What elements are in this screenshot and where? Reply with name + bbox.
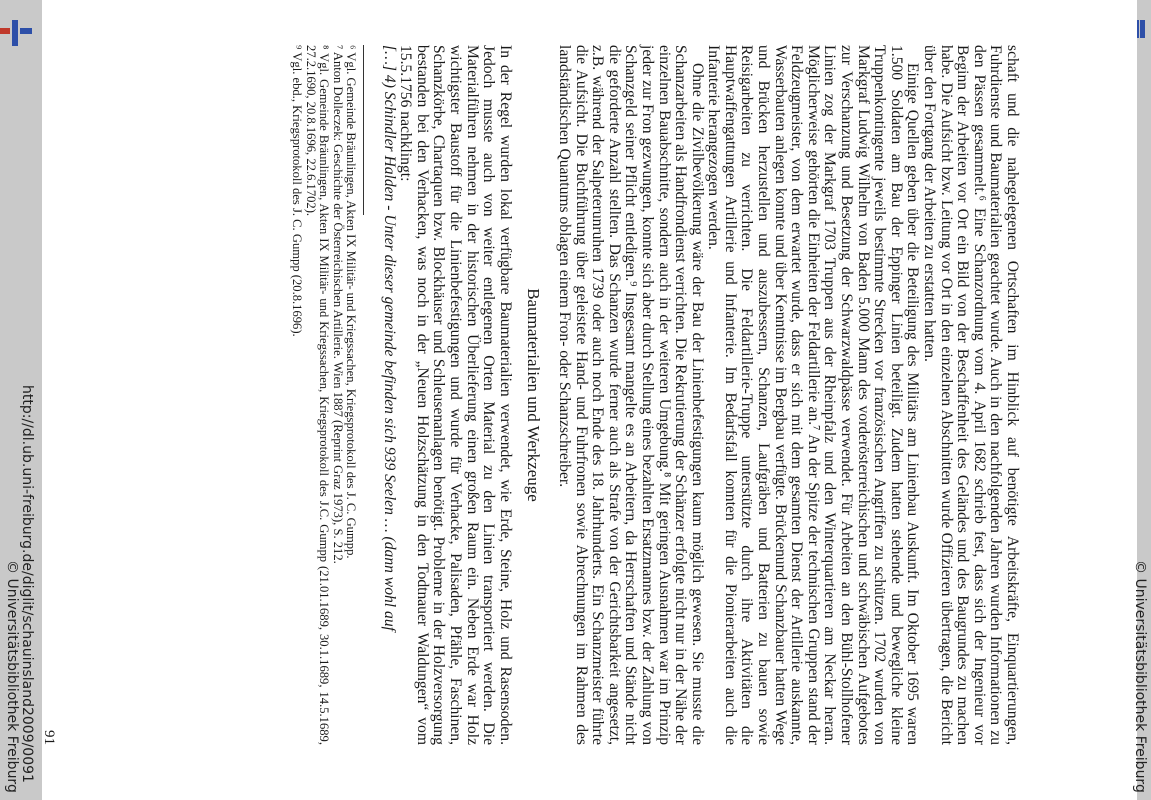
paragraph-quote: […] 4) Schindler Halden - Unter dieser gemeinde befinden sich 939 Seelen … (dann wohl auf xyxy=(380,45,398,631)
footnote: ⁷ Anton Dolleczek: Geschichte der Österreichischen Artillerie. Wien 1887 (Reprint Graz 1973), S. 212. xyxy=(330,45,345,564)
page-number: 91 xyxy=(40,730,57,745)
footnote: ⁹ Vgl. ebd., Kriegsprotokoll des J. C. Gumpp (20.8.1696). xyxy=(290,45,305,337)
paragraph: In der Regel wurden lokal verfügbare Baumaterialien verwendet, wie Erde, Steine, Holz und Rasensoden. Jedoch musste auch von weiter entlegenen Orten Material zu den Linien transportiert werden. Die Materialführen nehmen in der historischen Überlieferung einen großen Raum ein. Neben Erde war Holz wichtigster Baustoff für die Linienbefestigungen und wurde für Verhacke, Palisaden, Pfähle, Faschinen, Schanzkörbe, Chartaquen bzw. Blockhäuser und Schleusenanlagen benötigt. Probleme in der Holzversorgung bestanden bei den Verhacken, was noch in der „Neuen Holzschätzung in den Todtnauer Waldungen“ vom 15.5.1756 nachklingt: xyxy=(397,45,514,745)
copyright-left: © Universitätsbibliothek Freiburg xyxy=(4,560,20,793)
footnote: ⁸ Vgl. Gemeinde Bräunlingen, Akten IX Militär- und Kriegssachen, Kriegsprotokoll des J.C. Gumpp (21.01.1689, 30.1.1689, 14.5.1689, 27.2.1690, 20.8.1696, 22.6.1702). xyxy=(303,45,332,745)
page-text-block xyxy=(40,45,1020,745)
paragraph: Einige Quellen geben über die Beteiligung des Militärs am Linienbau Auskunft. Im Oktober 1695 waren 1.500 Soldaten am Bau der Eppinger Linien beteiligt. Zudem hatten stehende und bewegliche kleine Truppenkontingente jeweils bestimmte Strecken vor französischen Angriffen zu schützen. 1702 wurden von Markgraf Ludwig Wilhelm von Baden 5.000 Mann des vorderösterreichischen und schwäbischen Aufgebotes zur Verschanzung und Besetzung der Schwarzwaldpässe verwendet. Für Arbeiten an den Bühl-Stollhofener Linien zog der Markgraf 1703 Truppen aus der Rheinpfalz und den Winterquartieren am Neckar heran. Möglicherweise gehörten die Einheiten der Feldartillerie an.⁷ An der Spitze der technischen Gruppen stand der Feldzeugmeister, von dem erwartet wurde, dass er sich mit dem gesamten Dienst der Artillerie auskannte, Wasserbauten anlegen konnte und über Kenntnisse im Bergbau verfügte. Brückenund Schanzbauer hatten Wege und Brücken herzustellen und auszubessern, Schanzen, Laufgräben und Batterien zu bauen sowie Reisigarbeiten zu verrichten. Die Feldartillerie-Truppe unterstützte durch ihre Aktivitäten die Hauptwaffengattungen Artillerie und Infanterie. Im Bedarfsfall konnten für die Pionierarbeiten auch die Infanterie herangezogen werden. xyxy=(705,45,922,745)
footnote: ⁶ Vgl. Gemeinde Bräunlingen, Akten IX Militär- und Kriegssachen, Kriegsprotokoll des J. C. Gumpp. xyxy=(344,45,359,559)
copyright-right: © Universitätsbibliothek Freiburg xyxy=(1132,560,1148,793)
source-url[interactable]: http://dl.ub.uni-freiburg.de/diglit/schauinsland2009/0091 xyxy=(19,385,35,783)
library-logo-left xyxy=(0,20,32,46)
footnote-divider xyxy=(363,45,364,215)
paragraph: Ohne die Zivilbevölkerung wäre der Bau der Linienbefestigungen kaum möglich gewesen. Sie musste die Schanzarbeiten als Handfrondienst verrichten. Die Rekrutierung der Schänzer erfolgte nicht nur in der Nähe der einzelnen Bauabschnitte, sondern auch in der weiteren Umgebung.⁸ Mit geringen Ausnahmen war im Prinzip jeder zur Fron gezwungen, konnte sich aber durch Stellung eines bezahlten Ersatzmannes bzw. der Zahlung von Schanzgeld seiner Pflicht entledigen.⁹ Insgesamt mangelte es an Arbeitern, da Herrschaften und Stände nicht die geforderte Anzahl stellten. Das Schanzen wurde ferner auch als Strafe von der Gerichtsbarkeit angesetzt, z.B. während der Salpeterunruhen 1739 oder auch noch Ende des 18. Jahrhunderts. Ein Schanzmeister führte die Aufsicht. Die Buchführung über geleistete Hand- und Fuhrfronen sowie Abrechnungen im Rahmen des landständischen Quantums oblagen einem Fron- oder Schanzschreiber. xyxy=(555,45,706,745)
section-heading: Baumaterialien und Werkzeuge xyxy=(524,288,544,502)
paragraph: schaft und die nahegelegenen Ortschaften im Hinblick auf benötigte Arbeitskräfte, Einquartierungen, Fuhrdienste und Baumaterialien geachtet wurde. Auch in den nachfolgenden Jahren wurden Informationen zu den Pässen gesammelt.⁶ Eine Schanzordnung vom 4. April 1682 schrieb fest, dass sich der Ingenieur vor Beginn der Arbeiten vor Ort ein Bild von der Beschaffenheit des Geländes und des Baugrundes zu machen habe. Die Aufsicht bzw. Leitung vor Ort in den einzelnen Abschnitten wurde Offizieren übertragen, die Bericht über den Fortgang der Arbeiten zu erstatten hatten. xyxy=(921,45,1021,745)
